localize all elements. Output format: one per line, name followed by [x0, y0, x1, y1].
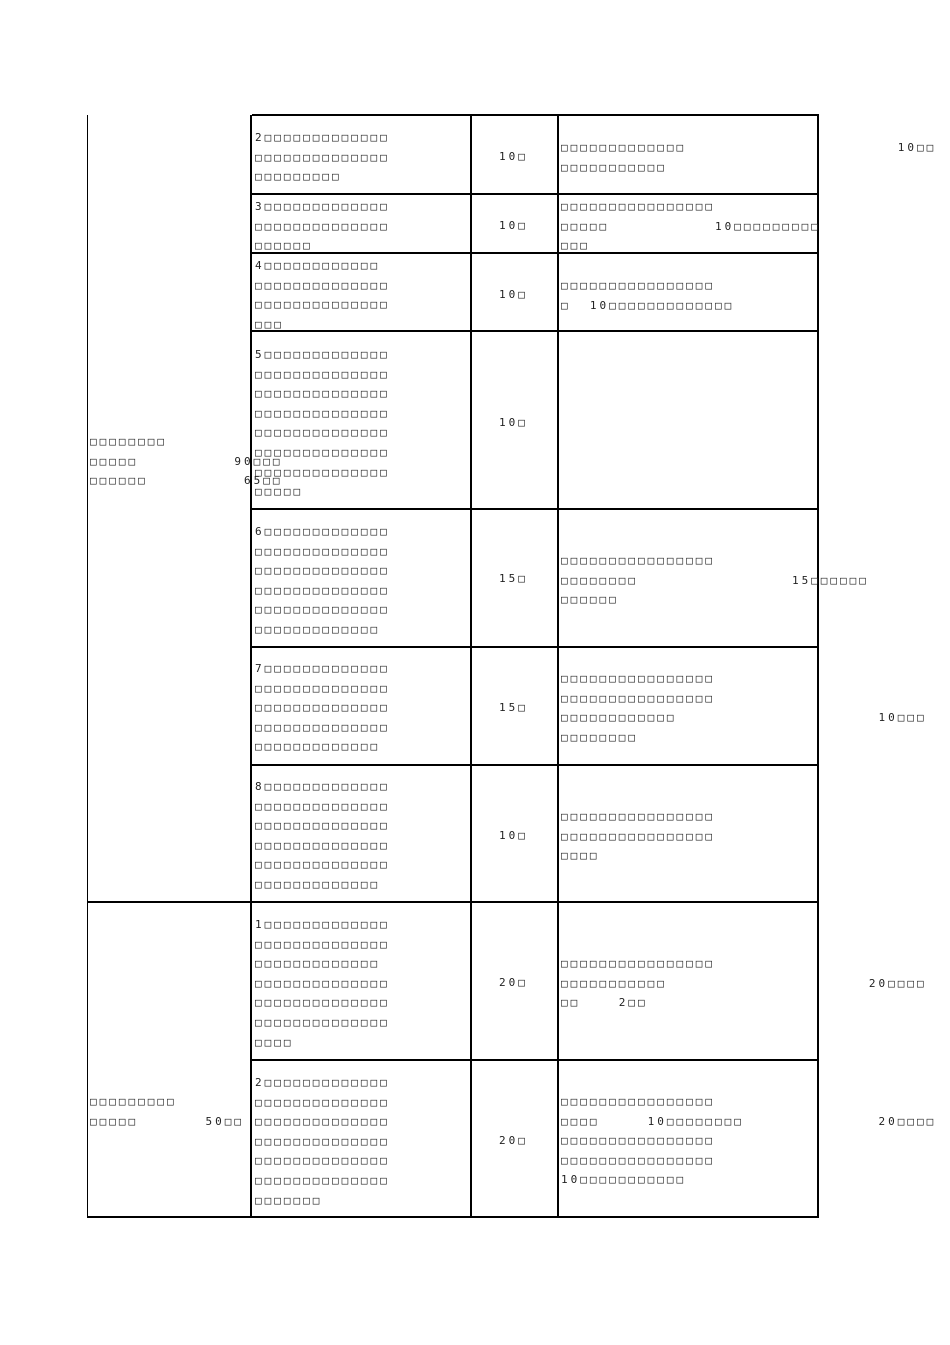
rule-cell: □□□□□□□□□□□□□ 10□□ □□□□□□□□□□□ [561, 141, 937, 174]
row-divider [252, 646, 819, 648]
criterion-cell: 6□□□□□□□□□□□□□ □□□□□□□□□□□□□□ □□□□□□□□□□□□□□ □□□□□□□□□□□□□□ □□□□□□□□□□□□□□ □□□□□□□□□□□□□ [255, 525, 390, 636]
table-divider-score [557, 115, 559, 1218]
table-divider-category [250, 115, 252, 1218]
score-cell: 10□ [499, 829, 528, 842]
category-cell: □□□□□□□□□ □□□□□ 50□□ [90, 1095, 244, 1128]
rule-cell: □□□□□□□□□□□□□□□□ □□□□□□□□□□□□□□□□ □□□□□□□□□□□□ 10□□□ □□□□□□□□ [561, 672, 927, 744]
row-divider [252, 1059, 819, 1061]
row-divider [252, 764, 819, 766]
category-cell: □□□□□□□□ □□□□□ 90□□□ □□□□□□ 65□□ [90, 435, 283, 488]
criterion-cell: 7□□□□□□□□□□□□□ □□□□□□□□□□□□□□ □□□□□□□□□□□□□□ □□□□□□□□□□□□□□ □□□□□□□□□□□□□ [255, 662, 390, 754]
score-cell: 10□ [499, 416, 528, 429]
score-cell: 15□ [499, 572, 528, 585]
rule-cell: □□□□□□□□□□□□□□□□ □□□□□□□□□□□ 20□□□□ □□ 2□□ [561, 957, 927, 1010]
table-border-left [87, 115, 88, 1218]
row-divider [252, 193, 819, 195]
table-border-right [817, 115, 819, 1218]
criterion-cell: 2□□□□□□□□□□□□□ □□□□□□□□□□□□□□ □□□□□□□□□ [255, 131, 390, 184]
rule-cell: □□□□□□□□□□□□□□□□ □ 10□□□□□□□□□□□□□ [561, 279, 735, 312]
criterion-cell: 8□□□□□□□□□□□□□ □□□□□□□□□□□□□□ □□□□□□□□□□□□□□ □□□□□□□□□□□□□□ □□□□□□□□□□□□□□ □□□□□□□□□□□□□ [255, 780, 390, 891]
table-border-top [252, 114, 819, 116]
rule-cell: □□□□□□□□□□□□□□□□ □□□□□ 10□□□□□□□□□ □□□ [561, 200, 821, 253]
criterion-cell: 5□□□□□□□□□□□□□ □□□□□□□□□□□□□□ □□□□□□□□□□□□□□ □□□□□□□□□□□□□□ □□□□□□□□□□□□□□ □□□□□□□□□□□□□□ □□□□□□□□□□□□□□ □□□□□ [255, 348, 390, 499]
score-cell: 15□ [499, 701, 528, 714]
rule-cell: □□□□□□□□□□□□□□□□ □□□□□□□□□□□□□□□□ □□□□ [561, 810, 715, 863]
score-cell: 20□ [499, 976, 528, 989]
rule-cell: □□□□□□□□□□□□□□□□ □□□□□□□□ 15□□□□□□ □□□□□□ [561, 554, 869, 607]
section-divider [87, 901, 819, 903]
score-cell: 10□ [499, 150, 528, 163]
table-border-bottom [87, 1216, 819, 1218]
criterion-cell: 1□□□□□□□□□□□□□ □□□□□□□□□□□□□□ □□□□□□□□□□□□□ □□□□□□□□□□□□□□ □□□□□□□□□□□□□□ □□□□□□□□□□□□□□ □□□□ [255, 918, 390, 1049]
table-divider-criterion [470, 115, 472, 1218]
score-cell: 20□ [499, 1134, 528, 1147]
criterion-cell: 4□□□□□□□□□□□□ □□□□□□□□□□□□□□ □□□□□□□□□□□□□□ □□□ [255, 259, 390, 331]
criterion-cell: 3□□□□□□□□□□□□□ □□□□□□□□□□□□□□ □□□□□□ [255, 200, 390, 253]
criterion-cell: 2□□□□□□□□□□□□□ □□□□□□□□□□□□□□ □□□□□□□□□□□□□□ □□□□□□□□□□□□□□ □□□□□□□□□□□□□□ □□□□□□□□□□□□□□ □□□□□□□ [255, 1076, 390, 1207]
score-cell: 10□ [499, 288, 528, 301]
rule-cell: □□□□□□□□□□□□□□□□ □□□□ 10□□□□□□□□ 20□□□□ □□□□□□□□□□□□□□□□ □□□□□□□□□□□□□□□□ 10□□□□□□□□□□□ [561, 1095, 937, 1187]
row-divider [252, 508, 819, 510]
score-cell: 10□ [499, 219, 528, 232]
